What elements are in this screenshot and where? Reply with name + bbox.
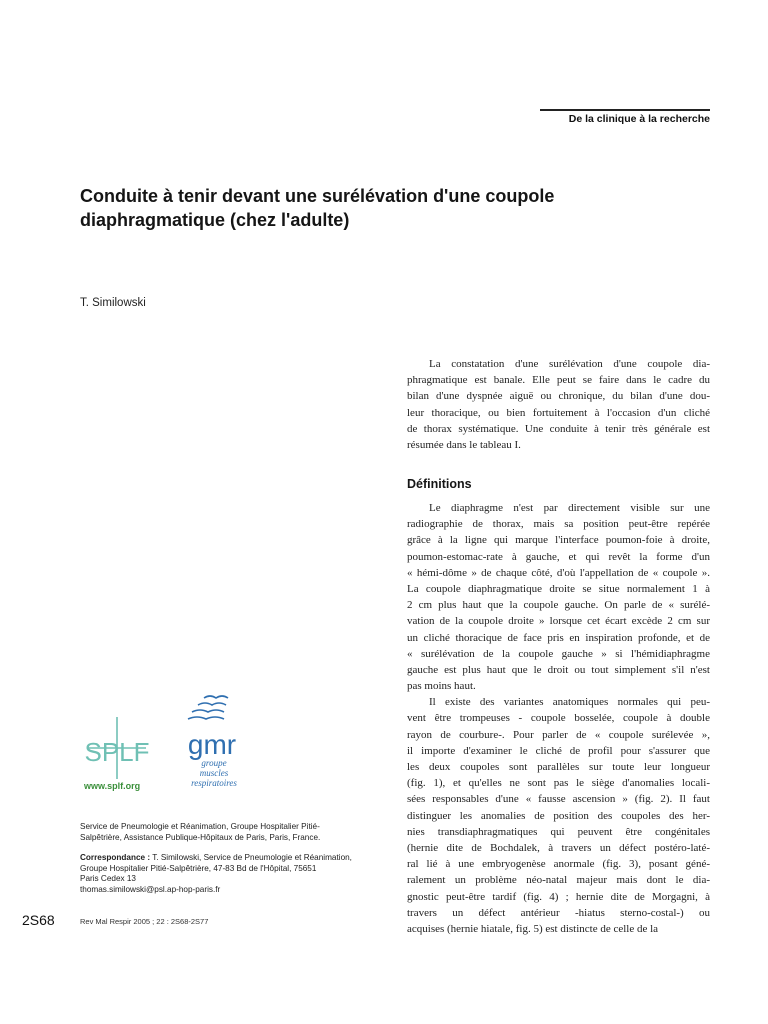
splf-url: www.splf.org: [84, 781, 141, 791]
text-line: Le diaphragme n'est par directement visible sur une: [429, 502, 710, 514]
text-line: de thorax systématique. Une conduite à tenir très générale est: [407, 422, 710, 435]
intro-paragraph: [407, 356, 710, 453]
text-line: 2 cm plus haut que la coupole gauche. On parle de « surélé-: [407, 599, 710, 612]
gmr-sub-groupe: groupe: [201, 758, 227, 768]
text-line: La constatation d'une surélévation d'une coupole dia-: [429, 358, 710, 370]
section-heading: Définitions: [407, 477, 472, 491]
text-line: ral lié à une embryogenèse anormale (fig. 3), posant géné-: [407, 858, 710, 871]
text-line: vation de la coupole droite » lorsque cet écart excède 2 cm sur: [407, 615, 710, 628]
correspondence-label: Correspondance :: [80, 853, 151, 862]
text-line: « surélévation de la coupole gauche » si l'hémidiaphragme: [407, 647, 710, 660]
page-number: 2S68: [22, 912, 55, 928]
definitions-body: [407, 500, 710, 937]
text-line: ralement un problème néo-natal majeur mais dont le dia-: [407, 874, 710, 887]
gmr-sub-muscles: muscles: [199, 768, 229, 778]
text-line: un cliché thoracique de face pris en inspiration profonde, et de: [407, 631, 710, 644]
title-line: diaphragmatique (chez l'adulte): [80, 210, 350, 230]
gmr-sub-respiratoires: respiratoires: [191, 778, 237, 788]
correspondence-email: thomas.similowski@psl.ap-hop-paris.fr: [80, 884, 221, 894]
text-line: les deux coupoles sont parallèles sur toute leur longueur: [407, 761, 710, 773]
text-line: (fig. 1), et qu'elles ne sont pas le siège d'anomalies locali-: [407, 777, 710, 790]
splf-logo: [84, 715, 150, 781]
correspondence-line: Paris Cedex 13: [80, 874, 136, 883]
text-line: leur thoracique, ou bien fortuitement à l'occasion d'un cliché: [407, 406, 710, 419]
correspondence-line: T. Similowski, Service de Pneumologie et Réanimation,: [150, 853, 352, 862]
correspondence-line: Groupe Hospitalier Pitié-Salpêtrière, 47-83 Bd de l'Hôpital, 75651: [80, 863, 317, 873]
correspondence: [80, 853, 390, 895]
text-line: radiographie de thorax, mais sa position peut-être repérée: [407, 518, 710, 531]
text-line: acquises (hernie hiatale, fig. 5) est distincte de celle de la: [407, 922, 659, 935]
affiliation-line: Salpêtrière, Assistance Publique-Hôpitaux de Paris, Paris, France.: [80, 832, 321, 842]
header-rule: [540, 109, 710, 111]
gmr-logo-text: gmr: [187, 729, 237, 760]
journal-reference: Rev Mal Respir 2005 ; 22 : 2S68-2S77: [80, 917, 209, 926]
article-title: [80, 184, 720, 232]
text-line: nies transdiaphragmatiques qui peuvent être congénitales: [407, 825, 710, 838]
affiliation-line: Service de Pneumologie et Réanimation, Groupe Hospitalier Pitié-: [80, 822, 320, 831]
text-line: Il existe des variantes anatomiques normales qui peu-: [429, 696, 710, 709]
text-line: résumée dans le tableau I.: [407, 438, 521, 451]
text-line: vent être trompeuses - coupole bosselée, coupole à double: [407, 712, 710, 725]
text-line: La coupole diaphragmatique droite se situe normalement 1 à: [407, 582, 710, 595]
text-line: rayon de courbure-. Pour parler de « coupole surélevée »,: [407, 728, 710, 741]
text-line: il importe d'examiner le cliché de profil pour s'assurer que: [407, 744, 710, 757]
section-label: De la clinique à la recherche: [568, 113, 710, 125]
text-line: pas moins haut.: [407, 680, 476, 693]
text-line: gauche est plus haut que le droit ou tout simplement s'il n'est: [407, 663, 710, 676]
text-line: (hernie dite de Bochdalek, à travers un défect postéro-laté-: [407, 841, 710, 854]
text-line: travers un défect antérieur -hiatus sterno-costal-) ou: [407, 906, 710, 919]
gmr-logo: [182, 692, 244, 792]
text-line: « hémi-dôme » de chaque côté, d'où l'appellation de « coupole ».: [407, 566, 710, 579]
title-line: Conduite à tenir devant une surélévation d'une coupole: [80, 186, 555, 206]
text-line: bilan d'une dyspnée aiguë ou chronique, du bilan d'une dou-: [407, 390, 710, 403]
splf-logo-text: SPLF: [84, 737, 150, 767]
text-line: phragmatique est banale. Elle peut se faire dans le cadre du: [407, 374, 710, 387]
author-name: T. Similowski: [80, 297, 146, 309]
text-line: sées responsables d'une « fausse ascension » (fig. 2). Il faut: [407, 793, 710, 806]
affiliation: [80, 822, 390, 843]
text-line: distinguer les anomalies de position des coupoles des her-: [407, 809, 710, 822]
text-line: grâce à la ligne qui marque l'interface poumon-foie à droite,: [407, 534, 710, 547]
text-line: gnostic peut-être tardif (fig. 4) ; hernie dite de Morgagni, à: [407, 890, 710, 903]
text-line: poumon-estomac-rate à gauche, et qui revêt la forme d'un: [407, 550, 710, 563]
